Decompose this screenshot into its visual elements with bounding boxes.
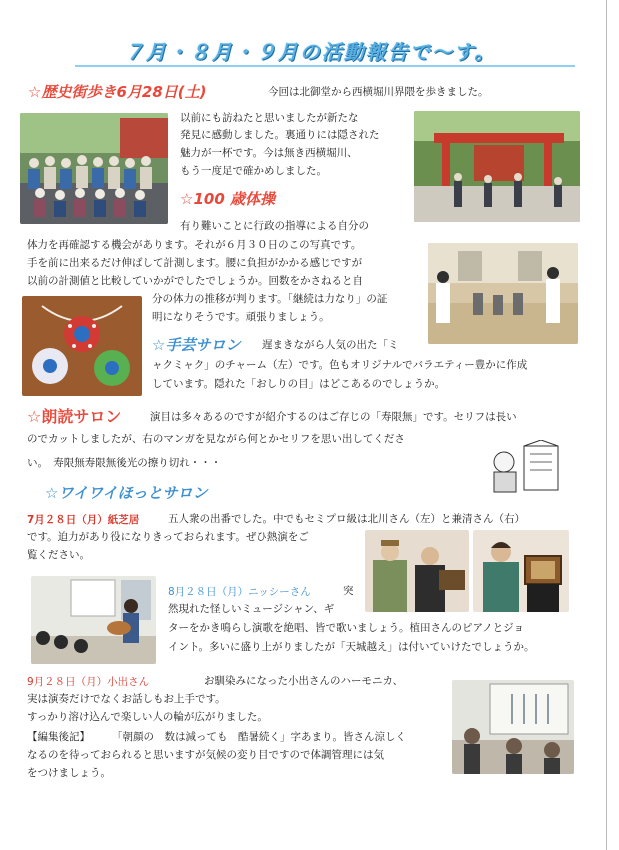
page-title: ７月・８月・９月の活動報告で〜す。: [123, 40, 497, 64]
section-exercise-heading: ☆100 歳体操: [180, 190, 275, 208]
shrine-photo: [414, 111, 580, 222]
page-edge-line: [606, 0, 607, 850]
manga-illustration: [480, 440, 570, 496]
sep-event-line-3: すっかり溶け込んで楽しい人の輪が広がりました。: [27, 711, 268, 723]
section-history-walk-line-2: 発見に感動しました。裏通りには隠された: [180, 129, 380, 141]
sep-event-line-2: 実は演奏だけでなくお話しもお上手です。: [27, 693, 226, 705]
section-reading-line-1: 演目は多々あるのですが紹介するのはご存じの「寿限無」です。セリフは長い: [150, 411, 517, 423]
aug-event-label: 8月２８日（月）ニッシーさん: [168, 586, 311, 598]
july-event-line-1: 五人衆の出番でした。中でもセミプロ級は北川さん（左）と兼清さん（右）: [168, 513, 525, 525]
editor-note-line-1: 「朝顔の 数は減っても 酷暑続く」字あまり。皆さん涼しく: [112, 731, 406, 743]
section-exercise-line-3: 手を前に出来るだけ伸ばして計測します。腰に負担がかかる感じですが: [27, 257, 363, 269]
section-exercise-line-1: 有り難いことに行政の指導による自分の: [180, 220, 369, 232]
section-reading-line-3: い。 寿限無寿限無後光の擦り切れ・・・: [27, 457, 222, 469]
section-exercise-line-5: 分の体力の推移が判ります。「継続は力なり」の証: [152, 293, 388, 305]
july-event-line-2: です。迫力があり役になりきっておられます。ぜひ熱演をご: [27, 531, 309, 543]
section-exercise-line-2: 体力を再確認する機会があります。それが６月３０日のこの写真です。: [27, 239, 362, 251]
aug-event-line-2: 然現れた怪しいミュージシャン、ギ: [168, 603, 335, 615]
section-exercise-line-4: 以前の計測値と比較していかがでしたでしょうか。回数をかさねると自: [27, 275, 363, 287]
aug-event-line-3: ターをかき鳴らし演歌を絶唱、皆で歌いましょう。植田さんのピアノとジョ: [168, 622, 524, 634]
kamishibai-photo-right: [473, 530, 569, 612]
guitarist-photo: [31, 576, 156, 664]
sep-event-line-1: お馴染みになった小出さんのハーモニカ、: [204, 675, 404, 687]
title-underline: [75, 65, 575, 67]
charm-photo: [22, 296, 142, 396]
section-salon-heading: ☆ワイワイほっとサロン: [45, 484, 208, 502]
section-reading-heading: ☆朗読サロン: [27, 407, 122, 426]
sep-event-label: 9月２８日（月）小出さん: [27, 676, 150, 688]
section-reading-line-2: のでカットしましたが、右のマンガを見ながら何とかセリフを思い出してくださ: [27, 433, 405, 445]
kamishibai-photo-left: [365, 530, 469, 612]
section-exercise-line-6: 明になりそうです。頑張りましょう。: [152, 311, 330, 323]
aug-event-line-1: 突: [343, 585, 354, 597]
july-event-label: 7月２８日（月）紙芝居: [27, 514, 140, 526]
group-walk-photo: [20, 113, 168, 224]
section-crafts-line-1: 遅まきながら人気の出た「ミ: [262, 339, 399, 351]
editor-note-line-2: なるのを待っておられると思いますが気候の変り目ですので体調管理には気: [27, 749, 384, 761]
editor-note-label: 【編集後記】: [27, 731, 90, 743]
section-crafts-line-2: ャクミャク」のチャーム（左）です。色もオリジナルでバラエティー豊かに作成: [152, 359, 528, 371]
harmonica-photo: [452, 680, 574, 774]
editor-note-line-3: をつけましょう。: [27, 767, 111, 779]
section-history-walk-intro: 今回は北御堂から西横堀川界隈を歩きました。: [268, 86, 489, 98]
exercise-room-photo: [428, 243, 578, 344]
aug-event-line-4: イント。多いに盛り上がりましたが「天城越え」は付いていけたでしょうか。: [168, 641, 535, 653]
section-history-walk-line-3: 魅力が一杯です。今は無き西横堀川、: [180, 147, 358, 159]
section-crafts-line-3: しています。隠れた「おしりの目」はどこあるのでしょうか。: [152, 378, 446, 390]
section-crafts-heading: ☆手芸サロン: [152, 336, 241, 354]
july-event-line-3: 覧ください。: [27, 549, 90, 561]
section-history-walk-line-1: 以前にも訪ねたと思いましたが新たな: [180, 112, 359, 124]
section-history-walk-heading: ☆歴史街歩き6月28日(土): [28, 83, 207, 101]
section-history-walk-line-4: もう一度足で確かめしました。: [180, 165, 327, 177]
